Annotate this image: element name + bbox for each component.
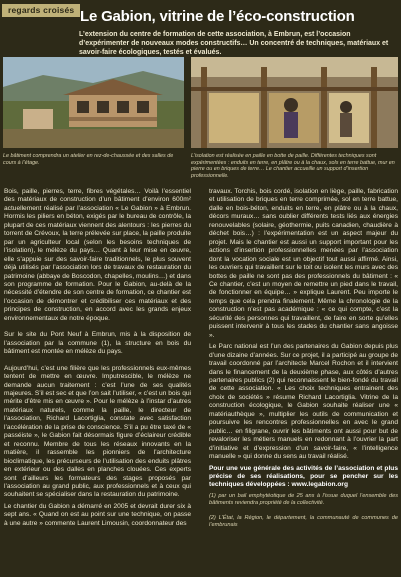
building-photo-image <box>3 57 184 148</box>
footnote: (1) par un bail emphytéotique de 25 ans à l’issue duquel l’ensemble des bâtiments reviendra propriété de la collectivité. <box>209 492 398 506</box>
footnote: (2) L’État, la Région, le département, la communauté de communes de l’embrunais <box>209 514 398 528</box>
paragraph: Sur le site du Pont Neuf à Embrun, mis à la disposition de l’association par la commune (1), la structure en bois du bâtiment est montée en mélèze du pays. <box>4 331 191 356</box>
photo-caption-left: Le bâtiment comprendra un atelier en rez-de-chaussée et des salles de cours à l’étage. <box>3 153 174 166</box>
section-tag: regards croisés <box>2 4 80 17</box>
paragraph: Le chantier du Gabion a démarré en 2005 et devrait durer six à sept ans. « Quand on est au point sur une technique, on passe à une autre » commente Laurent Limousin, coordonnateur des <box>4 502 191 527</box>
article-subtitle: L’extension du centre de formation de cette association, à Embrun, est l’occasion d’expérimenter de nouveaux modes constructifs… Un concentré de techniques, matériaux et savoir-faire écologiques, testés et évalués. <box>79 31 389 56</box>
photo-caption-right: L’isolation est réalisée en paille en botte de paille. Différentes techniques sont expérimentées : enduits en terre, en plâtre ou à la chaux, sols en terre battue, mur en pierre ou en briques de terre… Le chantier accueille un support d’insertion professionnelle. <box>191 153 395 179</box>
text-column-right <box>209 188 398 537</box>
text-column-left <box>4 188 191 536</box>
paragraph: Aujourd’hui, c’est une filière que les professionnels eux-mêmes tentent de mettre en œuvre. Imputrescible, le mélèze ne demande aucun traitement : c’est l’une de ses qualités majeures. S’il est sec et que l’on sait l’utiliser, « c’est un bois qui mérite d’être mis en œuvre ». Pour le mélèze à l’instar d’autres matériaux naturels, comme la paille, le directeur de l’association, Richard Lacortiglia, constate avec satisfaction l’accélération de la prise de conscience. S’il a pu être taxé de « passéiste », le Gabion fait désormais figure d’éclaireur crédible et reconnu. Membre de tous les réseaux innovants en la matière, il rassemble les pionniers de l’architecture bioclimatique, les précurseurs de l’utilisation des enduits plâtres en extérieur ou des dalles en planches clouées. Ces experts sont d’ailleurs les formateurs des stages proposés par l’association au grand public, aux professionnels et à ceux qui souhaitent se spécialiser dans la restauration du patrimoine. <box>4 364 191 499</box>
article-title: Le Gabion, vitrine de l’éco-construction <box>80 8 355 25</box>
paragraph: Bois, paille, pierres, terre, fibres végétales… Voilà l’essentiel des matériaux de construction d’un bâtiment d’environ 600m² actuellement réalisé par l’association « Le Gabion » à Embrun. Hormis les piliers en béton, exigés par le bureau de contrôle, la plupart de ces matériaux viennent des alentours : les pierres du torrent de Crévoux, la terre prélevée sur place, la paille produite par un agriculteur local (selon les besoins techniques de l’isolation), le mélèze du pays… Quant à leur mise en œuvre, elle s’appuie sur des savoir-faire traditionnels, le plus souvent déjà utilisés par l’association lors de travaux de restauration du patrimoine (abbaye de Boscodon, chapelles, moulins…) et dans son programme de formation. Pour le Gabion, au-delà de la nécessité d’étendre de son centre de formation, ce chantier est l’occasion de démontrer et crédibiliser ces matériaux et des principes de construction, en accord avec les grands enjeux environnementaux de notre époque. <box>4 188 191 322</box>
paragraph: travaux. Torchis, bois cordé, isolation en liège, paille, fabrication et utilisation de briques en terre comprimée, sol en terre battue, dalle en bois-béton, enduits en terre, en plâtre ou à la chaux, décors muraux… sans oublier différents tests liés aux énergies renouvelables (solaire, géothermie, puits canadien, chaudière à déchet bois…) : l’expérimentation est un aspect majeur du projet. Mais le chantier est aussi un support important pour les actions d’insertion professionnelles menées par l’association dont la vocation sociale est un objectif tout aussi affirmé. Ainsi, les ouvriers qui travaillent sur le toit ou isolent les murs avec des bottes de paille ne sont pas des professionnels du bâtiment : « Ce chantier, c’est un moyen de remettre un pied dans le travail, de fonctionner en équipe… » explique Laurent. Peu importe le temps que cela prendra finalement. Même la chronologie de la construction n’est pas académique : « ce qui compte, c’est la sécurité des personnes qui travaillent, de faire en sorte qu’elles puissent intervenir à tous les stades du chantier sans angoisse ». <box>209 188 398 339</box>
construction-photo-image <box>191 57 398 148</box>
construction-photo <box>191 57 398 148</box>
building-photo <box>3 57 184 148</box>
paragraph: Le Parc national est l’un des partenaires du Gabion depuis plus d’une dizaine d’années. Sur ce projet, il a participé au groupe de travail coordonné par l’architecte Marcel Rochon et il intervient dans le financement de la deuxième phase, aux côtés d’autres partenaires publics (2) qui reconnaissent le bien-fondé du travail de cette association. « Les choix techniques entrainent des choix de sociétés » résume Richard Lacortiglia. Vitrine de la construction écologique, le Gabion souhaite réaliser une « matériauthèque », multiplier les outils de communication et poursuivre les rencontres professionnelles en avec le grand public… en filigrane, ouvrir les bâtiments ont aussi pour but de revaloriser les métiers manuels en redonnant à l’ouvrier la part d’initiative et d’expression d’un savoir-faire, « l’intelligence manuelle » qui donne du sens au travail réalisé. <box>209 343 398 461</box>
website-note: Pour une vue générale des activités de l’association et plus précise de ses réalisations, pour se pencher sur les techniques développées : www.legabion.org <box>209 464 398 489</box>
